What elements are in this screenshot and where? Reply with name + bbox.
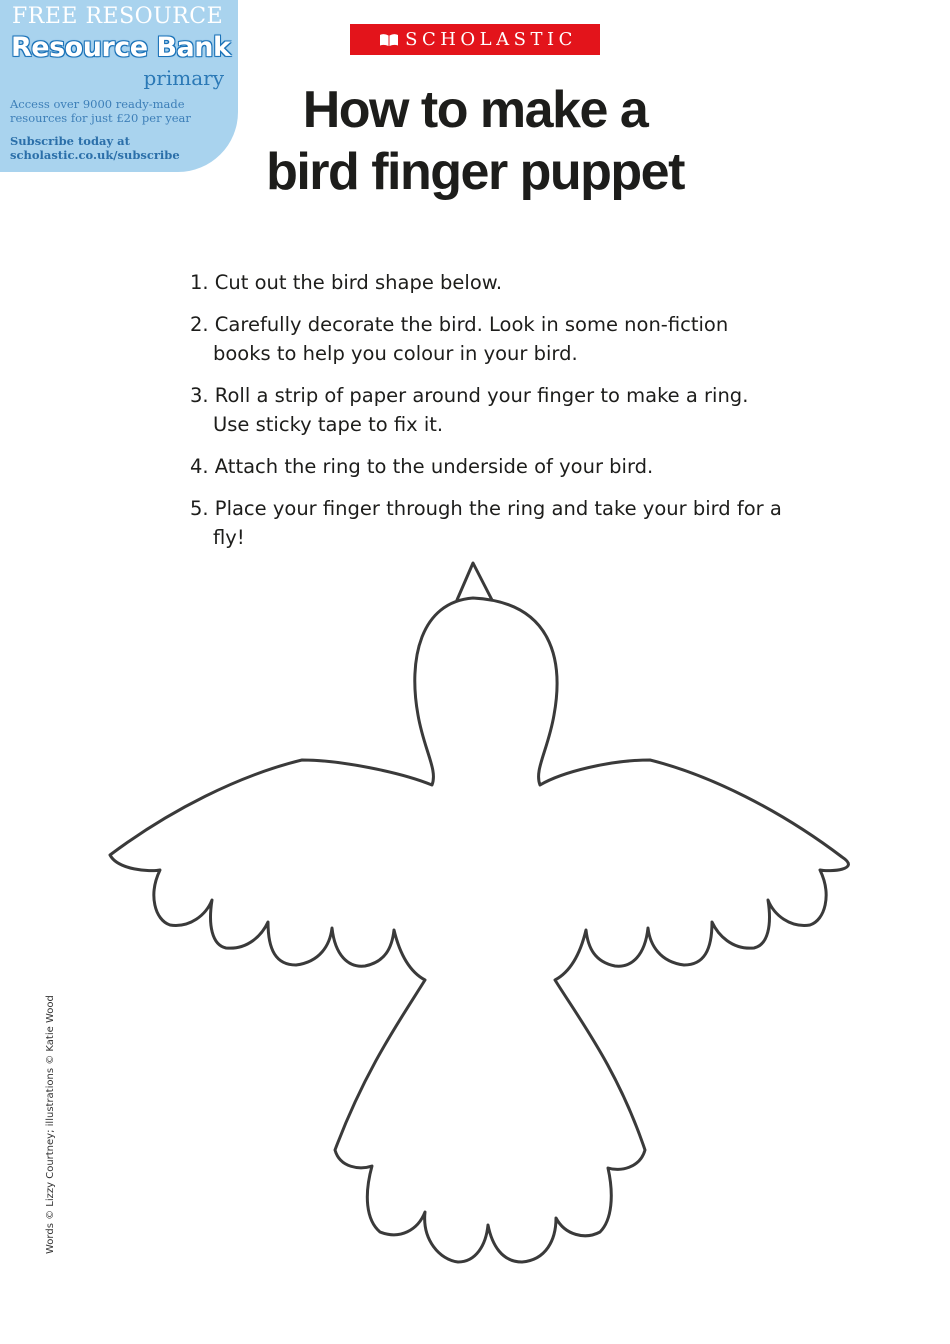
primary-label: primary: [143, 66, 224, 90]
subscribe-line-1: Subscribe today at: [10, 134, 130, 148]
open-book-icon: [379, 33, 399, 47]
credit-text: Words © Lizzy Courtney; illustrations © Katie Wood: [45, 995, 56, 1254]
page-title-line-1: How to make a: [302, 81, 648, 139]
instruction-step: 2. Carefully decorate the bird. Look in some non-fiction books to help you colour in your bird.: [190, 313, 729, 365]
access-line-1: Access over 9000 ready-made: [10, 97, 185, 111]
instruction-step: 1. Cut out the bird shape below.: [190, 271, 503, 294]
page-title-line-2: bird finger puppet: [266, 143, 684, 201]
instruction-step: 5. Place your finger through the ring and take your bird for a fly!: [190, 497, 782, 549]
instruction-list: [190, 268, 790, 565]
free-resource-label: FREE RESOURCE: [12, 4, 224, 29]
resource-bank-title: Resource Bank: [11, 32, 231, 63]
instruction-step: 4. Attach the ring to the underside of your bird.: [190, 455, 654, 478]
scholastic-logo: [350, 24, 600, 55]
subscribe-link[interactable]: scholastic.co.uk/subscribe: [10, 148, 180, 162]
instruction-step: 3. Roll a strip of paper around your finger to make a ring. Use sticky tape to fix it.: [190, 384, 749, 436]
bird-outline-icon: [100, 555, 850, 1285]
access-line-2: resources for just £20 per year: [10, 111, 191, 125]
logo-text: SCHOLASTIC: [405, 29, 577, 50]
